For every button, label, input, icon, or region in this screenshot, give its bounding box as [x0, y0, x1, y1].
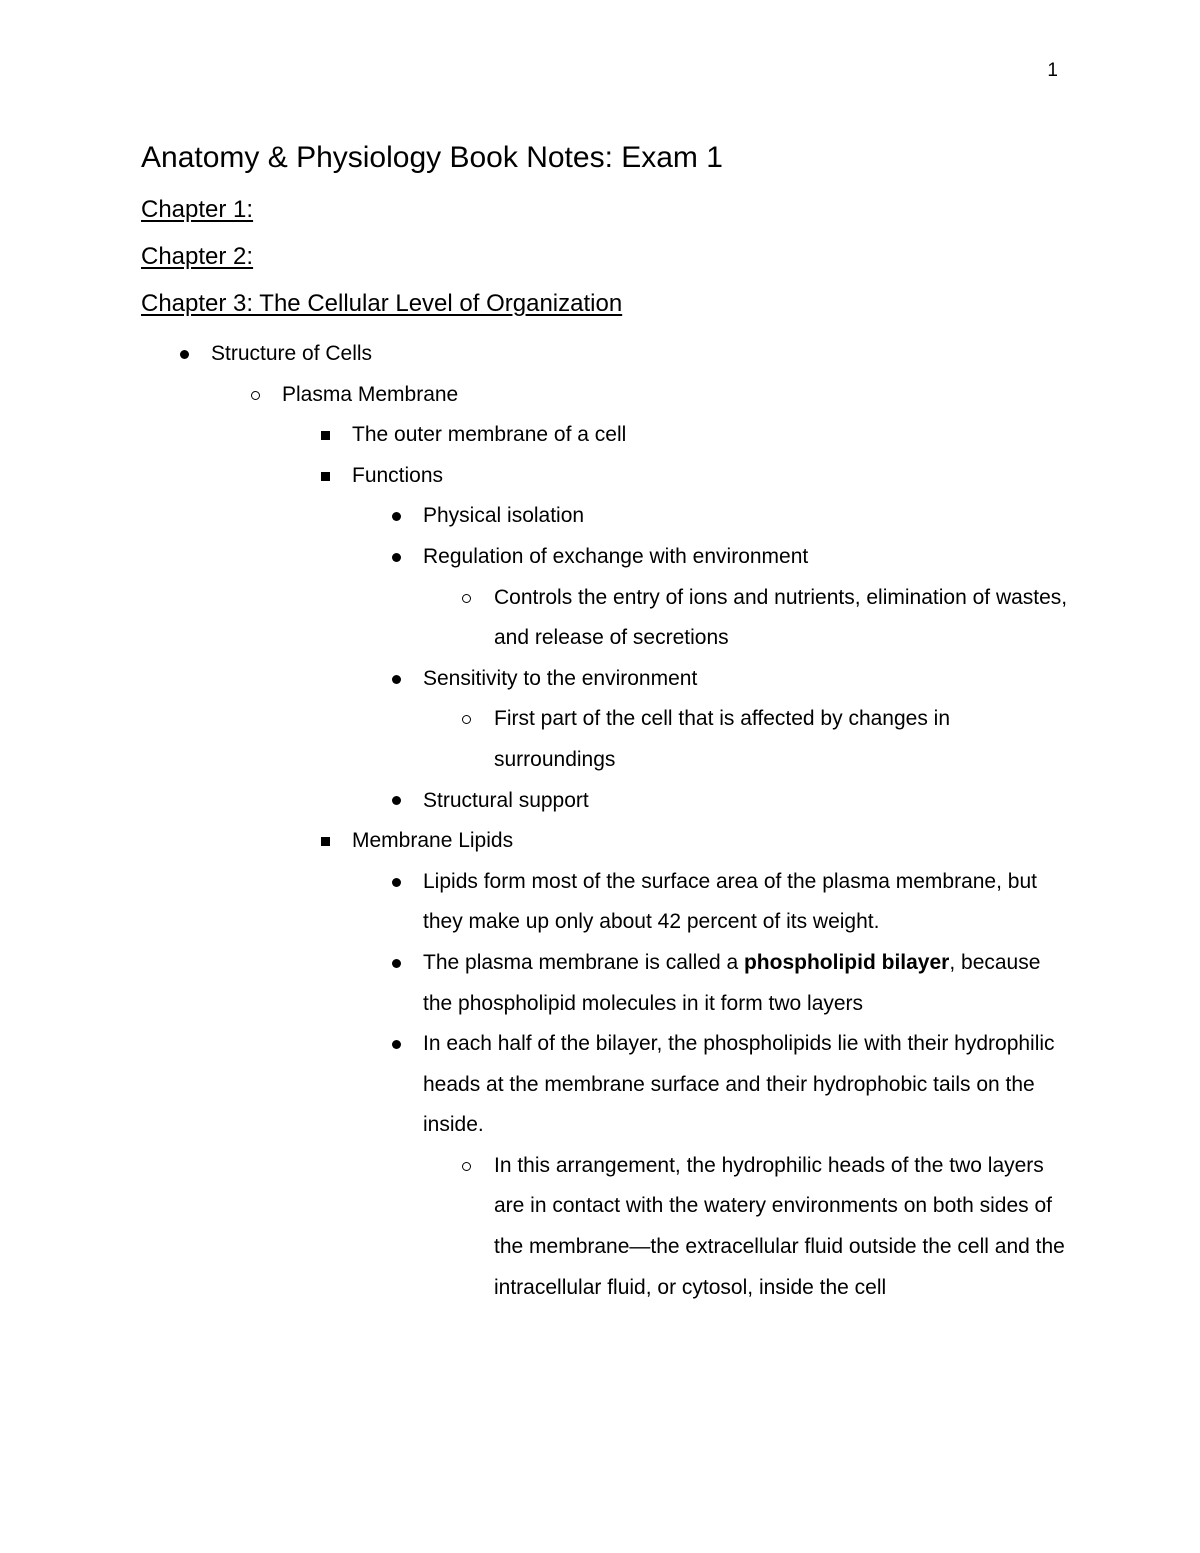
filled-circle-bullet-icon: [386, 1024, 406, 1065]
list-item: [0, 862, 1200, 943]
list-item: [0, 456, 1200, 497]
list-item-text: Functions: [352, 463, 444, 487]
list-item-text: Regulation of exchange with environment: [423, 544, 809, 568]
list-item-text: In this arrangement, the hydrophilic heads of the two layers are in contact with the watery environments on both sides of the membrane—the extracellular fluid outside the cell and the intracellular fluid, or cytosol, inside the cell: [494, 1153, 1065, 1299]
bilayer-term: phospholipid bilayer: [743, 950, 950, 974]
filled-circle-bullet-icon: [386, 537, 406, 578]
chapter-2-heading: Chapter 2:: [141, 243, 254, 270]
list-item: [0, 699, 1200, 780]
list-item-text: Sensitivity to the environment: [423, 666, 698, 690]
filled-square-bullet-icon: [315, 821, 335, 862]
list-item-text: Controls the entry of ions and nutrients, elimination of wastes, and release of secretions: [494, 585, 1068, 650]
filled-square-bullet-icon: [315, 415, 335, 456]
chapter-1-heading: Chapter 1:: [141, 196, 254, 223]
list-item-text: First part of the cell that is affected by changes in surroundings: [494, 707, 951, 771]
list-item: [0, 334, 1200, 375]
list-item-text: [423, 943, 1063, 1024]
list-item: [0, 578, 1200, 659]
filled-circle-bullet-icon: [386, 659, 406, 700]
list-item-text: Physical isolation: [423, 504, 585, 528]
list-item: [0, 415, 1200, 456]
hollow-circle-bullet-icon: [456, 699, 476, 740]
hollow-circle-bullet-icon: [456, 578, 476, 619]
page-number: 1: [1047, 60, 1058, 81]
filled-circle-bullet-icon: [386, 781, 406, 822]
filled-circle-bullet-icon: [386, 943, 406, 984]
list-item: [0, 943, 1200, 1024]
list-item-text: Structure of Cells: [211, 342, 373, 365]
hollow-circle-bullet-icon: [456, 1146, 476, 1187]
filled-square-bullet-icon: [315, 456, 335, 497]
chapter-3-heading: Chapter 3: The Cellular Level of Organization: [141, 290, 623, 317]
notes-outline: [0, 334, 1200, 1308]
filled-circle-bullet-icon: [386, 862, 406, 903]
list-item: [0, 659, 1200, 700]
list-item: [0, 496, 1200, 537]
document-title: Anatomy & Physiology Book Notes: Exam 1: [141, 141, 723, 174]
list-item-text: Structural support: [423, 788, 589, 812]
list-item-text: Membrane Lipids: [352, 829, 514, 853]
list-item-text: The outer membrane of a cell: [352, 423, 627, 447]
bilayer-text-suffix: , because the phospholipid molecules in it form two layers: [423, 950, 1041, 1015]
filled-circle-bullet-icon: [174, 334, 194, 375]
hollow-circle-bullet-icon: [245, 375, 265, 416]
list-item: [0, 821, 1200, 862]
filled-circle-bullet-icon: [386, 496, 406, 537]
list-item: [0, 781, 1200, 822]
list-item-text: Lipids form most of the surface area of the plasma membrane, but they make up only about 42 percent of its weight.: [423, 869, 1037, 934]
list-item-text: In each half of the bilayer, the phospholipids lie with their hydrophilic heads at the membrane surface and their hydrophobic tails on the inside.: [423, 1032, 1055, 1137]
list-item: [0, 1146, 1200, 1308]
list-item: [0, 1024, 1200, 1146]
list-item: [0, 537, 1200, 578]
bilayer-text-prefix: The plasma membrane is called a: [423, 950, 744, 974]
list-item: [0, 375, 1200, 416]
list-item-text: Plasma Membrane: [282, 382, 459, 406]
